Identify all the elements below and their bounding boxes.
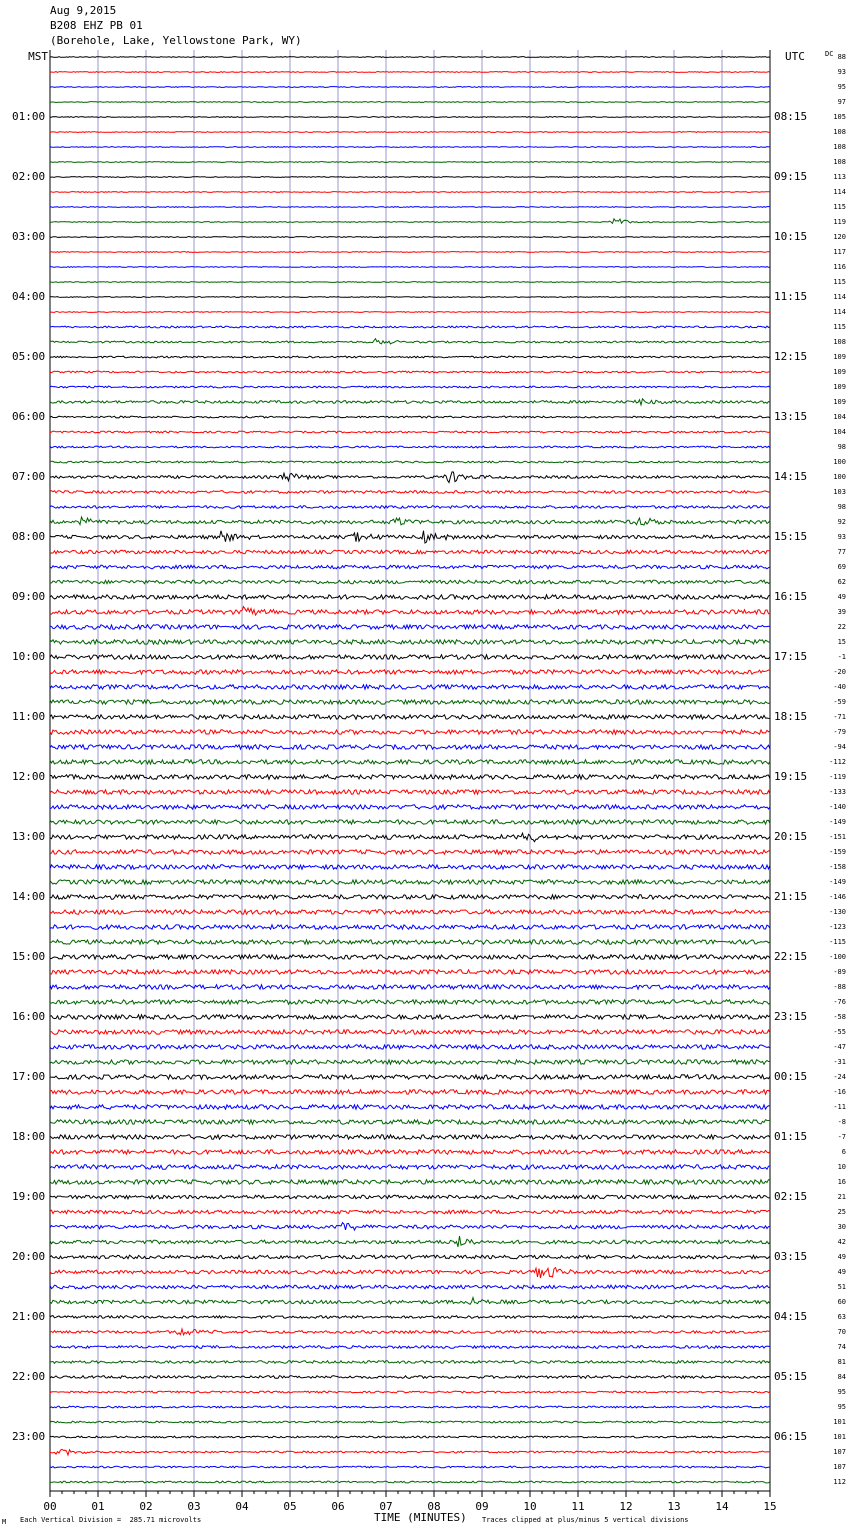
trace-row-95 [50, 1481, 770, 1483]
right-hour-label: 10:15 [774, 230, 808, 243]
trace-row-78 [50, 1223, 770, 1231]
footer-mark: M [2, 1518, 7, 1526]
trace-row-81 [50, 1268, 770, 1278]
trace-row-54 [50, 865, 770, 869]
dc-offset-value: 95 [837, 1403, 846, 1411]
dc-offset-value: 16 [837, 1178, 846, 1186]
dc-offset-value: -140 [829, 803, 846, 811]
dc-offset-value: 84 [837, 1373, 846, 1381]
trace-row-72 [50, 1135, 770, 1139]
dc-offset-value: 108 [833, 143, 846, 151]
dc-offset-value: 112 [833, 1478, 846, 1486]
x-tick-label: 00 [43, 1500, 57, 1513]
right-hour-label: 18:15 [774, 710, 808, 723]
header-location: (Borehole, Lake, Yellowstone Park, WY) [50, 34, 302, 47]
trace-row-19 [50, 339, 770, 344]
right-hour-label: 08:15 [774, 110, 808, 123]
x-tick-label: 10 [523, 1500, 537, 1513]
dc-offset-value: 15 [837, 638, 846, 646]
dc-offset-value: -151 [829, 833, 846, 841]
trace-row-50 [50, 805, 770, 809]
dc-offset-value: 100 [833, 473, 846, 481]
dc-offset-value: 120 [833, 233, 846, 241]
dc-offset-value: 22 [837, 623, 846, 631]
trace-row-9 [50, 192, 770, 193]
trace-row-62 [50, 985, 770, 989]
dc-offset-value: 93 [837, 68, 846, 76]
trace-row-29 [50, 491, 770, 494]
dc-offset-value: -1 [837, 653, 846, 661]
dc-offset-value: 107 [833, 1463, 846, 1471]
trace-row-60 [50, 955, 770, 959]
trace-row-52 [50, 833, 770, 842]
dc-offset-value: 51 [837, 1283, 846, 1291]
right-hour-label: 17:15 [774, 650, 808, 663]
x-tick-label: 04 [235, 1500, 249, 1513]
right-hour-label: 09:15 [774, 170, 808, 183]
trace-row-4 [50, 117, 770, 118]
left-hour-label: 05:00 [12, 350, 46, 363]
dc-offset-value: 103 [833, 488, 846, 496]
trace-row-53 [50, 850, 770, 854]
right-hour-label: 05:15 [774, 1370, 808, 1383]
trace-row-6 [50, 147, 770, 148]
dc-offset-value: -16 [833, 1088, 846, 1096]
right-hour-label: 22:15 [774, 950, 808, 963]
trace-row-41 [50, 670, 770, 674]
dc-offset-value: 49 [837, 1268, 846, 1276]
dc-offset-value: 108 [833, 338, 846, 346]
trace-row-16 [50, 297, 770, 298]
x-tick-label: 09 [475, 1500, 489, 1513]
trace-row-65 [50, 1030, 770, 1034]
dc-offset-value: 117 [833, 248, 846, 256]
dc-offset-value: 100 [833, 458, 846, 466]
dc-offset-value: -94 [833, 743, 846, 751]
left-hour-label: 17:00 [12, 1070, 46, 1083]
trace-row-80 [50, 1255, 770, 1259]
dc-offset-value: -31 [833, 1058, 846, 1066]
dc-offset-value: 95 [837, 1388, 846, 1396]
dc-offset-value: 119 [833, 218, 846, 226]
trace-row-83 [50, 1298, 770, 1305]
x-tick-label: 02 [139, 1500, 153, 1513]
seismic-traces [50, 57, 770, 1483]
x-tick-label: 12 [619, 1500, 633, 1513]
trace-row-66 [50, 1045, 770, 1049]
dc-offset-value: -149 [829, 818, 846, 826]
dc-offset-value: 115 [833, 203, 846, 211]
trace-row-25 [50, 431, 770, 433]
left-hour-label: 03:00 [12, 230, 46, 243]
trace-row-26 [50, 446, 770, 448]
trace-row-48 [50, 775, 770, 779]
x-tick-label: 06 [331, 1500, 345, 1513]
trace-row-7 [50, 162, 770, 163]
left-hour-label: 14:00 [12, 890, 46, 903]
dc-offset-value: 93 [837, 533, 846, 541]
dc-offset-value: 108 [833, 158, 846, 166]
trace-row-69 [50, 1090, 770, 1094]
left-hour-label: 22:00 [12, 1370, 46, 1383]
right-hour-label: 15:15 [774, 530, 808, 543]
dc-offset-value: 113 [833, 173, 846, 181]
trace-row-0 [50, 57, 770, 58]
x-axis [50, 1491, 770, 1497]
right-hour-label: 01:15 [774, 1130, 808, 1143]
right-hour-label: 16:15 [774, 590, 808, 603]
dc-offset-value: -149 [829, 878, 846, 886]
trace-row-55 [50, 880, 770, 884]
left-hour-label: 11:00 [12, 710, 46, 723]
right-hour-label: 21:15 [774, 890, 808, 903]
right-hour-label: 11:15 [774, 290, 808, 303]
trace-row-46 [50, 745, 770, 749]
dc-offset-value: 60 [837, 1298, 846, 1306]
trace-row-59 [50, 940, 770, 944]
clip-note: Traces clipped at plus/minus 5 vertical divisions [482, 1516, 689, 1524]
left-hour-label: 01:00 [12, 110, 46, 123]
dc-offset-value: 109 [833, 383, 846, 391]
dc-label: DC [825, 50, 834, 58]
trace-row-94 [50, 1466, 770, 1468]
dc-offset-value: 21 [837, 1193, 846, 1201]
trace-row-63 [50, 1000, 770, 1004]
dc-offset-value: 74 [837, 1343, 846, 1351]
right-hour-label: 06:15 [774, 1430, 808, 1443]
trace-row-5 [50, 132, 770, 133]
trace-row-88 [50, 1376, 770, 1379]
trace-row-10 [50, 207, 770, 208]
dc-offset-value: 114 [833, 308, 846, 316]
trace-row-18 [50, 326, 770, 328]
dc-offset-value: -59 [833, 698, 846, 706]
left-hour-label: 16:00 [12, 1010, 46, 1023]
right-hour-label: 04:15 [774, 1310, 808, 1323]
trace-row-38 [50, 625, 770, 629]
trace-row-34 [50, 565, 770, 569]
right-hour-label: 23:15 [774, 1010, 808, 1023]
dc-offset-value: 115 [833, 323, 846, 331]
dc-offset-value: 39 [837, 608, 846, 616]
left-hour-label: 10:00 [12, 650, 46, 663]
trace-row-24 [50, 416, 770, 418]
left-hour-label: 07:00 [12, 470, 46, 483]
dc-offset-value: 69 [837, 563, 846, 571]
x-tick-label: 03 [187, 1500, 201, 1513]
dc-offset-value: 49 [837, 1253, 846, 1261]
right-hour-label: 12:15 [774, 350, 808, 363]
dc-offset-value: -119 [829, 773, 846, 781]
dc-offset-value: -146 [829, 893, 846, 901]
left-hour-label: 09:00 [12, 590, 46, 603]
dc-offset-value: 62 [837, 578, 846, 586]
header-station: B208 EHZ PB 01 [50, 19, 143, 32]
trace-row-17 [50, 312, 770, 313]
trace-row-92 [50, 1436, 770, 1438]
dc-offset-value: -58 [833, 1013, 846, 1021]
trace-row-21 [50, 371, 770, 373]
dc-offset-value: 88 [837, 53, 846, 61]
dc-offset-value: -47 [833, 1043, 846, 1051]
x-tick-label: 07 [379, 1500, 393, 1513]
dc-offset-value: 6 [841, 1148, 846, 1156]
dc-offset-value: -71 [833, 713, 846, 721]
dc-offset-value: 30 [837, 1223, 846, 1231]
left-hour-label: 19:00 [12, 1190, 46, 1203]
dc-offset-value: -133 [829, 788, 846, 796]
trace-row-91 [50, 1421, 770, 1423]
trace-row-2 [50, 87, 770, 88]
trace-row-37 [50, 607, 770, 616]
right-hour-label: 14:15 [774, 470, 808, 483]
trace-row-14 [50, 267, 770, 268]
dc-offset-value: 109 [833, 398, 846, 406]
trace-row-23 [50, 399, 770, 405]
trace-row-75 [50, 1180, 770, 1184]
dc-offset-value: 98 [837, 503, 846, 511]
dc-offset-value: 81 [837, 1358, 846, 1366]
dc-offset-value: 104 [833, 428, 846, 436]
dc-offset-value: -20 [833, 668, 846, 676]
trace-row-20 [50, 356, 770, 358]
x-tick-label: 08 [427, 1500, 441, 1513]
dc-offset-value: -40 [833, 683, 846, 691]
trace-row-33 [50, 550, 770, 554]
trace-row-85 [50, 1329, 770, 1335]
dc-offset-value: 77 [837, 548, 846, 556]
trace-row-43 [50, 700, 770, 704]
trace-row-68 [50, 1075, 770, 1079]
dc-offset-value: 104 [833, 413, 846, 421]
trace-row-51 [50, 820, 770, 824]
dc-offset-value: 101 [833, 1418, 846, 1426]
dc-offset-value: -159 [829, 848, 846, 856]
dc-offset-value: -11 [833, 1103, 846, 1111]
dc-offset-value: 42 [837, 1238, 846, 1246]
right-hour-label: 19:15 [774, 770, 808, 783]
trace-row-12 [50, 237, 770, 238]
trace-row-70 [50, 1105, 770, 1109]
dc-offset-value: -55 [833, 1028, 846, 1036]
x-tick-label: 14 [715, 1500, 729, 1513]
dc-offset-value: -8 [837, 1118, 846, 1126]
dc-offset-value: 92 [837, 518, 846, 526]
dc-offset-value: 114 [833, 188, 846, 196]
trace-row-67 [50, 1060, 770, 1064]
trace-row-74 [50, 1165, 770, 1169]
trace-row-93 [50, 1449, 770, 1455]
dc-offset-value: -112 [829, 758, 846, 766]
trace-row-58 [50, 925, 770, 929]
x-axis-label: TIME (MINUTES) [374, 1511, 467, 1524]
trace-row-56 [50, 895, 770, 899]
x-tick-label: 05 [283, 1500, 297, 1513]
trace-row-90 [50, 1406, 770, 1408]
dc-offset-value: 115 [833, 278, 846, 286]
dc-offset-value: 25 [837, 1208, 846, 1216]
dc-offset-value: -24 [833, 1073, 846, 1081]
dc-offset-value: 109 [833, 353, 846, 361]
trace-row-35 [50, 580, 770, 584]
left-hour-label: 02:00 [12, 170, 46, 183]
trace-row-42 [50, 685, 770, 689]
left-hour-label: 08:00 [12, 530, 46, 543]
trace-row-30 [50, 506, 770, 509]
right-hour-label: 20:15 [774, 830, 808, 843]
left-hour-label: 15:00 [12, 950, 46, 963]
trace-row-3 [50, 102, 770, 103]
dc-offset-value: 108 [833, 128, 846, 136]
x-tick-label: 13 [667, 1500, 681, 1513]
trace-row-45 [50, 730, 770, 734]
right-hour-label: 00:15 [774, 1070, 808, 1083]
trace-row-36 [50, 595, 770, 599]
dc-offset-value: 10 [837, 1163, 846, 1171]
trace-row-61 [50, 970, 770, 974]
dc-offset-value: -100 [829, 953, 846, 961]
dc-offset-value: -7 [837, 1133, 846, 1141]
dc-offset-value: 116 [833, 263, 846, 271]
trace-row-22 [50, 386, 770, 388]
trace-row-28 [50, 472, 770, 483]
dc-offset-value: 70 [837, 1328, 846, 1336]
dc-offset-value: 95 [837, 83, 846, 91]
left-hour-label: 12:00 [12, 770, 46, 783]
dc-offset-value: 63 [837, 1313, 846, 1321]
trace-row-13 [50, 252, 770, 253]
trace-row-87 [50, 1361, 770, 1364]
dc-offset-value: -79 [833, 728, 846, 736]
dc-offset-value: -158 [829, 863, 846, 871]
trace-row-76 [50, 1195, 770, 1199]
trace-row-47 [50, 760, 770, 764]
trace-row-40 [50, 655, 770, 659]
dc-offset-value: -76 [833, 998, 846, 1006]
time-grid [50, 50, 770, 1491]
right-timezone-label: UTC [785, 50, 805, 63]
trace-row-84 [50, 1316, 770, 1319]
trace-row-64 [50, 1015, 770, 1019]
trace-row-73 [50, 1150, 770, 1154]
left-hour-label: 13:00 [12, 830, 46, 843]
trace-row-57 [50, 910, 770, 914]
trace-row-77 [50, 1210, 770, 1214]
dc-offset-value: 97 [837, 98, 846, 106]
dc-offset-value: 105 [833, 113, 846, 121]
left-hour-label: 18:00 [12, 1130, 46, 1143]
right-hour-label: 13:15 [774, 410, 808, 423]
right-hour-label: 03:15 [774, 1250, 808, 1263]
dc-offset-value: -89 [833, 968, 846, 976]
right-hour-label: 02:15 [774, 1190, 808, 1203]
left-hour-label: 21:00 [12, 1310, 46, 1323]
x-tick-label: 01 [91, 1500, 105, 1513]
left-hour-label: 04:00 [12, 290, 46, 303]
dc-offset-value: 101 [833, 1433, 846, 1441]
trace-row-31 [50, 517, 770, 525]
dc-offset-value: -130 [829, 908, 846, 916]
dc-offset-value: 109 [833, 368, 846, 376]
trace-row-82 [50, 1285, 770, 1289]
trace-row-32 [50, 531, 770, 543]
dc-offset-value: 114 [833, 293, 846, 301]
trace-row-71 [50, 1120, 770, 1124]
trace-row-49 [50, 790, 770, 794]
dc-offset-value: 107 [833, 1448, 846, 1456]
trace-row-39 [50, 640, 770, 644]
trace-row-44 [50, 715, 770, 719]
x-tick-label: 15 [763, 1500, 777, 1513]
left-hour-label: 06:00 [12, 410, 46, 423]
left-timezone-label: MST [28, 50, 48, 63]
trace-row-27 [50, 461, 770, 463]
trace-row-11 [50, 219, 770, 224]
trace-row-8 [50, 177, 770, 178]
x-tick-label: 11 [571, 1500, 585, 1513]
trace-row-1 [50, 72, 770, 73]
dc-offset-value: -123 [829, 923, 846, 931]
header-date: Aug 9,2015 [50, 4, 117, 17]
dc-offset-value: -88 [833, 983, 846, 991]
left-hour-label: 23:00 [12, 1430, 46, 1443]
dc-offset-value: -115 [829, 938, 846, 946]
trace-row-86 [50, 1346, 770, 1349]
left-hour-label: 20:00 [12, 1250, 46, 1263]
scale-note: Each Vertical Division = 285.71 microvolts [20, 1516, 202, 1524]
trace-row-79 [50, 1236, 770, 1247]
trace-row-15 [50, 282, 770, 283]
dc-offset-value: 98 [837, 443, 846, 451]
dc-offset-value: 49 [837, 593, 846, 601]
trace-row-89 [50, 1391, 770, 1393]
